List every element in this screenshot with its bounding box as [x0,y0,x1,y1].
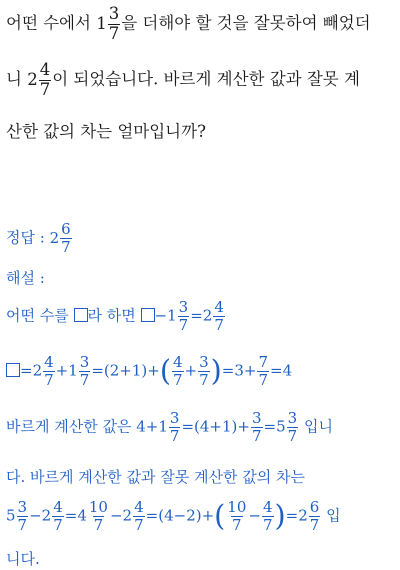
fraction-mixed: 1 $\frac{3}{7}$ [96,4,120,43]
question-line-2 [6,62,360,98]
answer-label: 정답 : [6,228,45,247]
question-text: 이 되었습니다. 바르게 계산한 값과 잘못 계 [52,69,360,89]
box-symbol [74,308,88,322]
solution-line-5: 5 $\frac{3}{7}$ −2 $\frac{4}{7}$ =4 $\frac{10}{7}$ −2 $\frac{4}{7}$ =(4−2)+( $\frac{10}{7}$ − $\frac{4}{7}$ )=2 $\frac{6}{7}$ 입 [6,498,341,534]
box-symbol [141,308,155,322]
solution-line-2: =2 $\frac{4}{7}$ +1 $\frac{3}{7}$ =(2+1)+( $\frac{4}{7}$ + $\frac{3}{7}$ )=3+ $\frac{7}{7}$ =4 [6,355,292,388]
question-line-1 [6,6,371,42]
solution-line-6: 니다. [6,550,40,568]
question-text: 을 더해야 할 것을 잘못하여 빼었더 [121,13,371,33]
solution-line-3: 바르게 계산한 값은 4+1 $\frac{3}{7}$ =(4+1)+ $\frac{3}{7}$ =5 $\frac{3}{7}$ 입니 [6,409,333,445]
solution-line-1: 어떤 수를 라 하면 −1 $\frac{3}{7}$ =2 $\frac{4}{7}$ [6,298,224,334]
question-text: 산한 값의 차는 얼마입니까? [6,122,206,141]
solution-line-4: 다. 바르게 계산한 값과 잘못 계산한 값의 차는 [6,468,305,486]
fraction-mixed: 2 $\frac{4}{7}$ [27,60,51,99]
answer-value: 2 $\frac{6}{7}$ [49,220,71,256]
question-text: 어떤 수에서 [6,13,91,33]
answer-line [6,222,73,255]
box-symbol [6,363,20,377]
question-text: 니 [6,69,22,89]
question-line-3 [6,118,206,142]
solution-label: 해설 : [6,269,45,287]
